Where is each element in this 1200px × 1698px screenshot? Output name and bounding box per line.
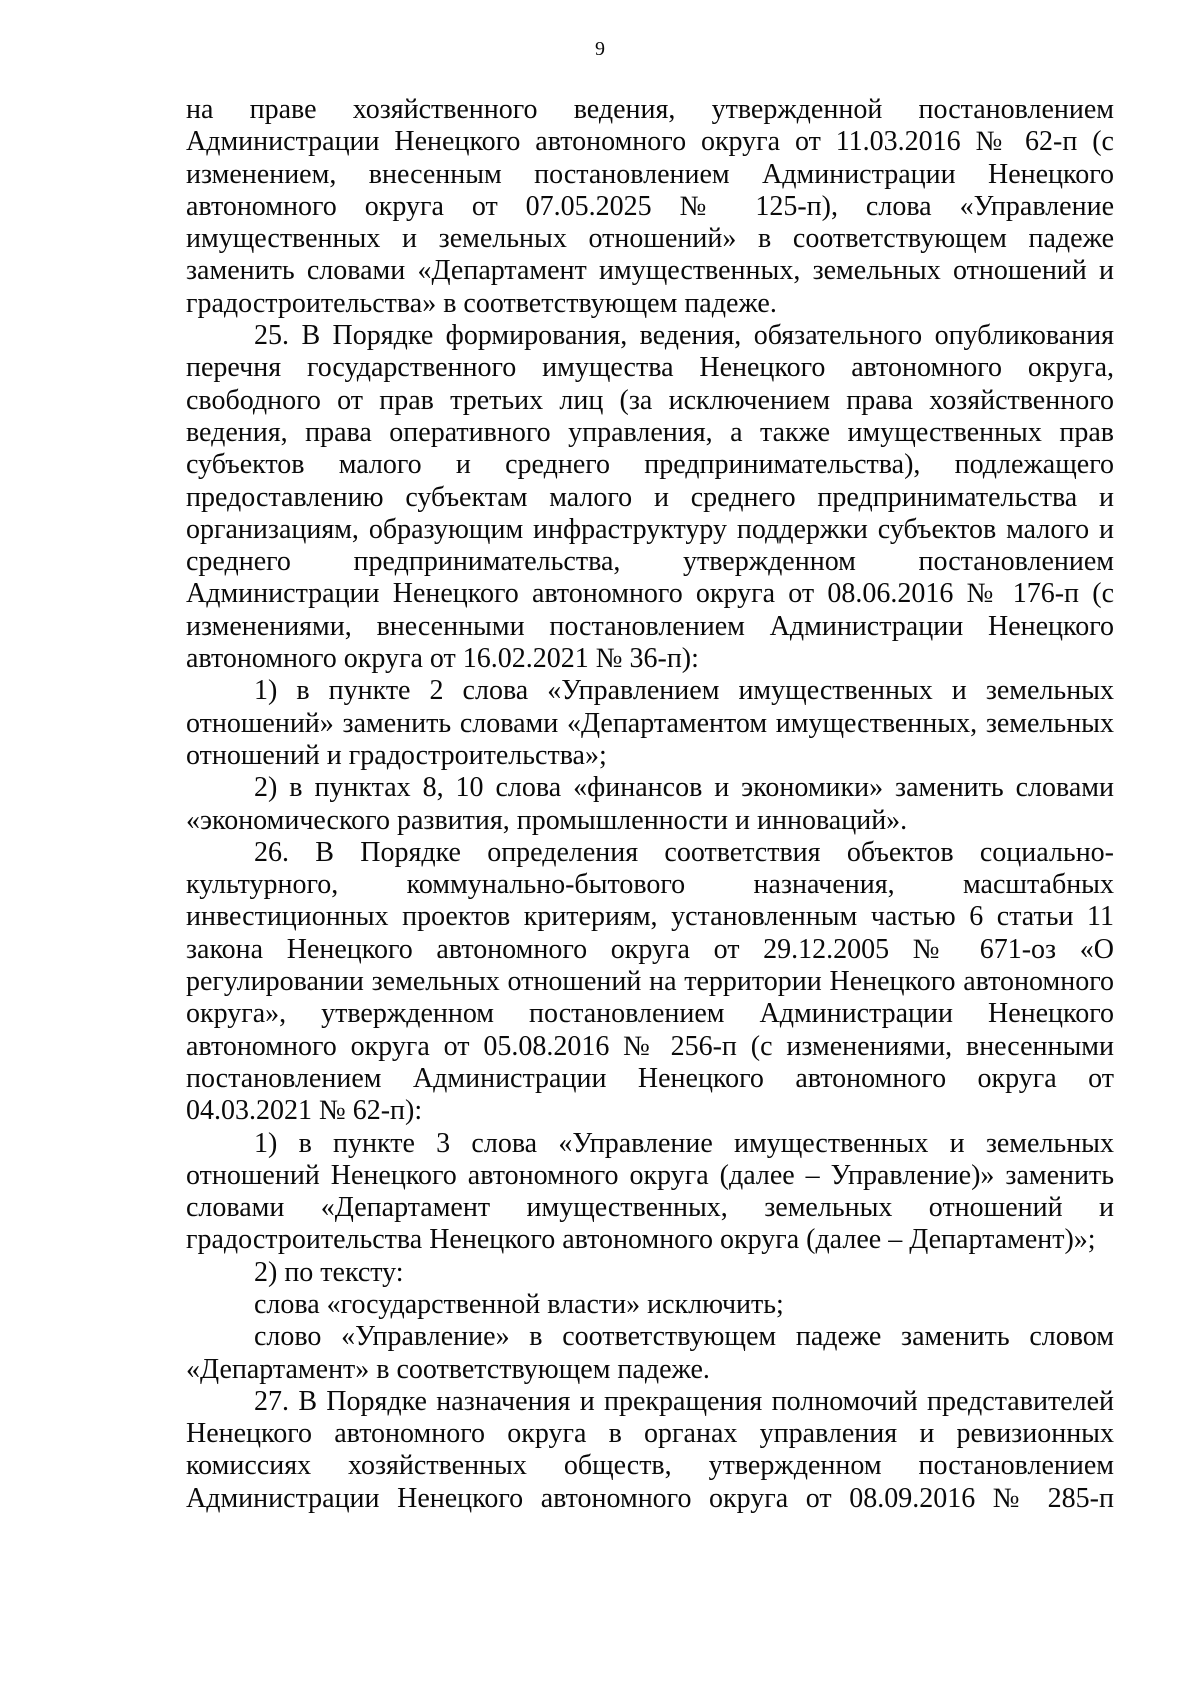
- paragraph-item-26: 26. В Порядке определения соответствия объектов социально-культурного, коммунально-бытового назначения, масштабных инвестиционных проектов критериям, установленным частью 6 статьи 11 закона Ненецкого автономного округа от 29.12.2005 № 671-оз «О регулировании земельных отношений на территории Ненецкого автономного округа», утвержденном постановлением Администрации Ненецкого автономного округа от 05.08.2016 № 256-п (с изменениями, внесенными постановлением Администрации Ненецкого автономного округа от 04.03.2021 № 62-п):: [186, 836, 1114, 1127]
- paragraph-item-26-1: 1) в пункте 3 слова «Управление имущественных и земельных отношений Ненецкого автономного округа (далее – Управление)» заменить словами «Департамент имущественных, земельных отношений и градостроительства Ненецкого автономного округа (далее – Департамент)»;: [186, 1127, 1114, 1256]
- paragraph-item-25-1: 1) в пункте 2 слова «Управлением имущественных и земельных отношений» заменить словами «Департаментом имущественных, земельных отношений и градостроительства»;: [186, 675, 1114, 771]
- paragraph-item-25: 25. В Порядке формирования, ведения, обязательного опубликования перечня государственного имущества Ненецкого автономного округа, свободного от прав третьих лиц (за исключением права хозяйственного ведения, права оперативного управления, а также имущественных прав субъектов малого и среднего предпринимательства), подлежащего предоставлению субъектам малого и среднего предпринимательства и организациям, образующим инфраструктуру поддержки субъектов малого и среднего предпринимательства, утвержденном постановлением Администрации Ненецкого автономного округа от 08.06.2016 № 176-п (с изменениями, внесенными постановлением Администрации Ненецкого автономного округа от 16.02.2021 № 36-п):: [186, 320, 1114, 675]
- paragraph-item-26-2: 2) по тексту:: [254, 1256, 404, 1288]
- page-number: 9: [595, 38, 605, 60]
- paragraph-item-27: 27. В Порядке назначения и прекращения полномочий представителей Ненецкого автономного округа в органах управления и ревизионных комиссиях хозяйственных обществ, утвержденном постановлением Администрации Ненецкого автономного округа от 08.09.2016 № 285-п: [186, 1385, 1114, 1514]
- paragraph-item-26-2-a: слова «государственной власти» исключить;: [254, 1288, 784, 1320]
- document-body: [186, 94, 1114, 1515]
- paragraph-continuation: на праве хозяйственного ведения, утвержденной постановлением Администрации Ненецкого автономного округа от 11.03.2016 № 62-п (с изменением, внесенным постановлением Администрации Ненецкого автономного округа от 07.05.2025 № 125-п), слова «Управление имущественных и земельных отношений» в соответствующем падеже заменить словами «Департамент имущественных, земельных отношений и градостроительства» в соответствующем падеже.: [186, 94, 1114, 319]
- paragraph-item-26-2-b: слово «Управление» в соответствующем падеже заменить словом «Департамент» в соответствующем падеже.: [186, 1321, 1114, 1385]
- paragraph-item-25-2: 2) в пунктах 8, 10 слова «финансов и экономики» заменить словами «экономического развития, промышленности и инноваций».: [186, 772, 1114, 836]
